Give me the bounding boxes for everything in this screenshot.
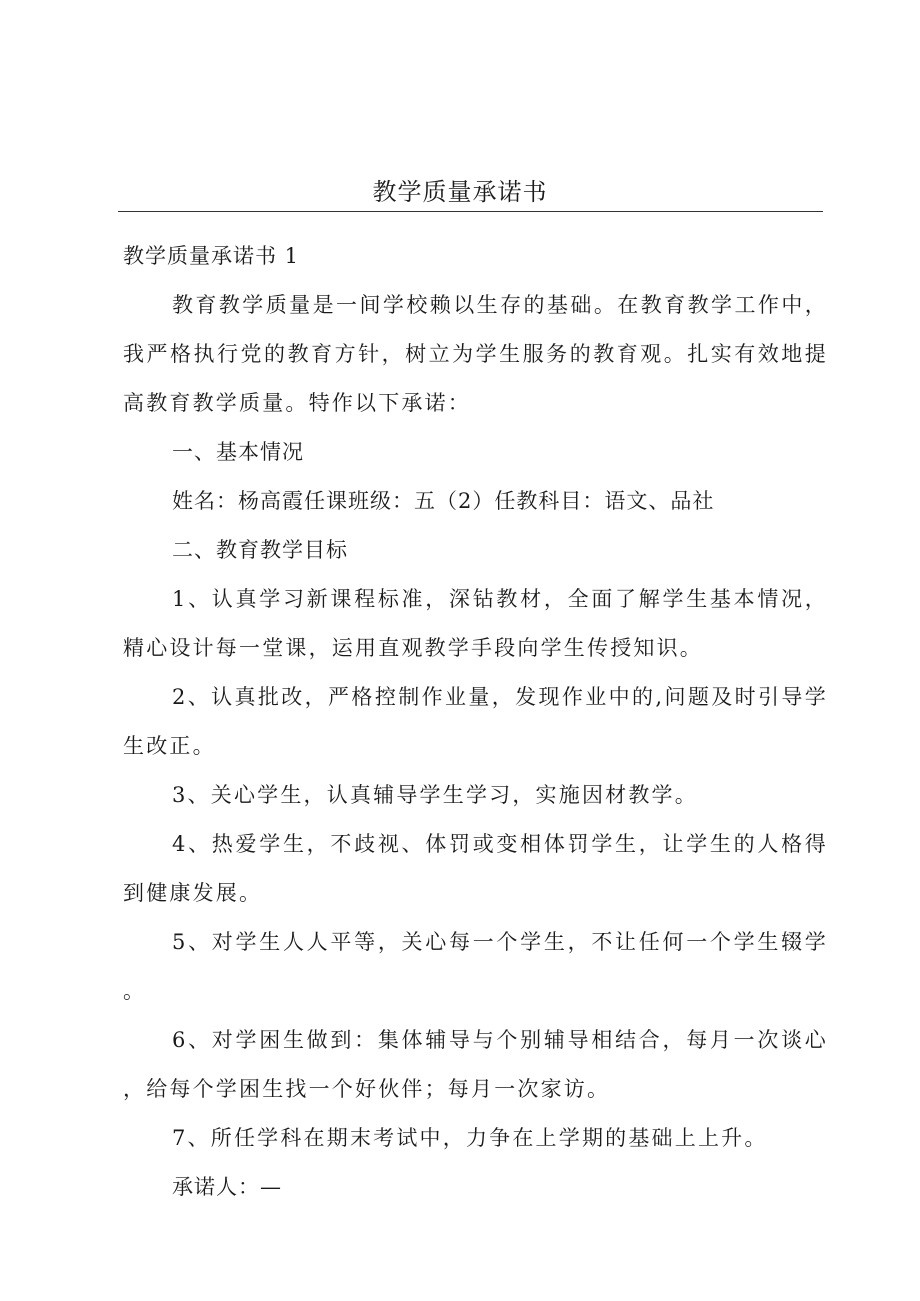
intro-paragraph: 教育教学质量是一间学校赖以生存的基础。在教育教学工作中，我严格执行党的教育方针，树立为学生服务的教育观。扎实有效地提高教育教学质量。特作以下承诺： [123,293,828,415]
document-body [123,232,828,1212]
part-two-heading: 二、教育教学目标 [172,538,348,562]
goal-item-5: 5、对学生人人平等，关心每一个学生，不让任何一个学生辍学。 [123,930,828,1003]
document-title: 教学质量承诺书 [372,178,548,206]
section-heading: 教学质量承诺书 1 [123,244,300,268]
title-underline [118,211,823,212]
goal-item-2: 2、认真批改，严格控制作业量，发现作业中的,问题及时引导学生改正。 [123,685,828,758]
goal-item-4: 4、热爱学生，不歧视、体罚或变相体罚学生，让学生的人格得到健康发展。 [123,832,828,905]
goal-item-1: 1、认真学习新课程标准，深钻教材，全面了解学生基本情况，精心设计每一堂课，运用直观教学手段向学生传授知识。 [123,587,828,660]
goal-item-3: 3、关心学生，认真辅导学生学习，实施因材教学。 [172,783,698,807]
signature-line: 承诺人：— [172,1175,282,1199]
basic-info-line: 姓名：杨高霞任课班级：五（2）任教科目：语文、品社 [172,489,715,513]
goal-item-6: 6、对学困生做到：集体辅导与个别辅导相结合，每月一次谈心，给每个学困生找一个好伙伴；每月一次家访。 [123,1028,828,1101]
goal-item-7: 7、所任学科在期末考试中，力争在上学期的基础上上升。 [172,1126,768,1150]
part-one-heading: 一、基本情况 [172,440,304,464]
